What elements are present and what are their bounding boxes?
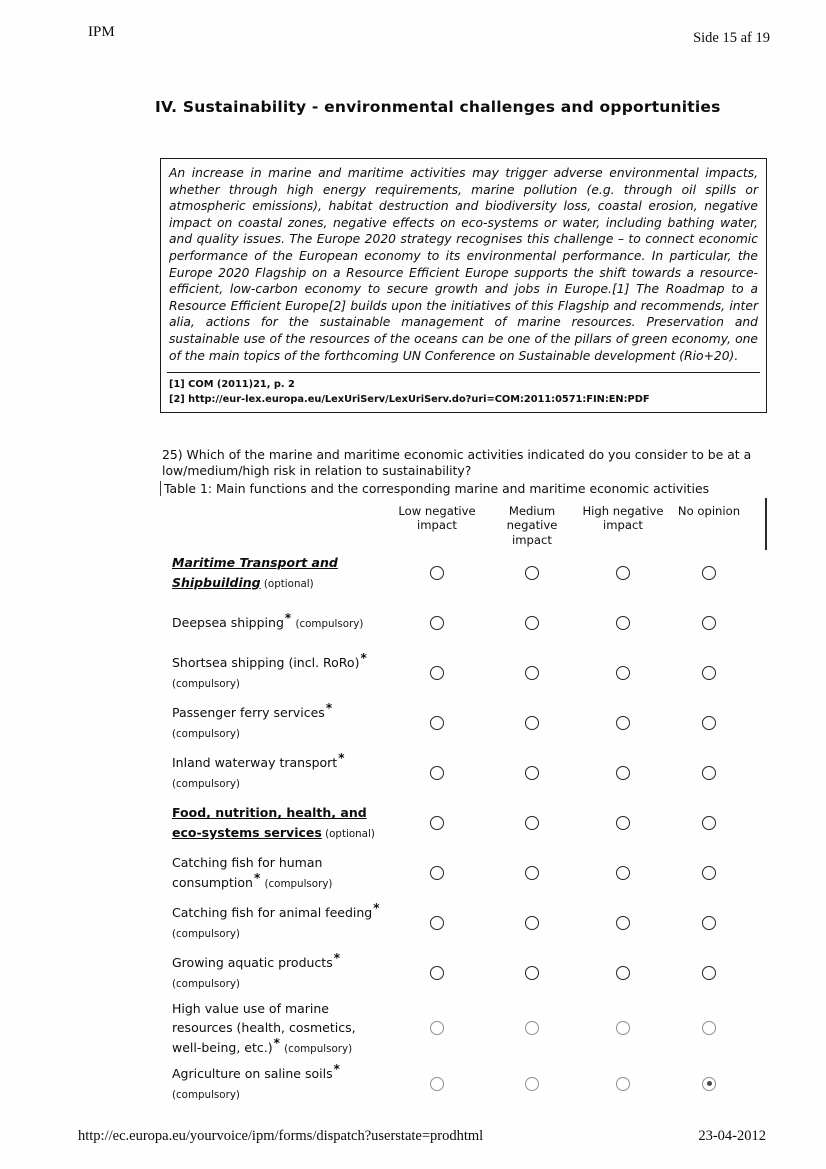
radio-cell	[487, 1021, 577, 1035]
row-requirement-label: (compulsory)	[172, 678, 240, 690]
radio-cell	[387, 616, 487, 630]
radio-no-opinion[interactable]	[702, 866, 716, 880]
radio-cell	[387, 866, 487, 880]
radio-low-negative-impact[interactable]	[430, 1021, 444, 1035]
row-requirement-label: (compulsory)	[292, 618, 364, 631]
radio-cell	[669, 966, 749, 980]
row-label	[172, 650, 387, 693]
radio-medium-negative-impact[interactable]	[525, 1077, 539, 1091]
activity-name: Deepsea shipping	[172, 615, 284, 631]
radio-cell	[387, 1077, 487, 1091]
radio-high-negative-impact[interactable]	[616, 966, 630, 980]
activity-name: Inland waterway transport	[172, 755, 338, 771]
radio-cell	[387, 566, 487, 580]
radio-no-opinion[interactable]	[702, 1021, 716, 1035]
radio-high-negative-impact[interactable]	[616, 916, 630, 930]
radio-low-negative-impact[interactable]	[430, 766, 444, 780]
row-label	[172, 900, 387, 943]
compulsory-star: *	[360, 650, 367, 665]
compulsory-star: *	[325, 700, 333, 715]
activity-name: Agriculture on saline soils	[172, 1065, 333, 1081]
radio-high-negative-impact[interactable]	[616, 1077, 630, 1091]
activity-name: Catching fish for human consumption	[172, 855, 323, 890]
row-requirement-label: (compulsory)	[261, 877, 333, 890]
activity-name: High value use of marine resources (health, cosmetics, well-being, etc.)	[172, 1001, 356, 1055]
row-label	[172, 700, 387, 743]
footnote-divider	[167, 372, 760, 373]
row-requirement-label: (compulsory)	[172, 978, 240, 990]
radio-no-opinion[interactable]	[702, 616, 716, 630]
radio-cell	[577, 716, 669, 730]
radio-cell	[387, 716, 487, 730]
row-requirement-label: (compulsory)	[172, 1088, 240, 1101]
radio-low-negative-impact[interactable]	[430, 666, 444, 680]
row-requirement-label: (optional)	[260, 577, 314, 590]
activity-name: Food, nutrition, health, and eco-systems services	[172, 805, 367, 840]
table-row	[172, 748, 760, 798]
radio-no-opinion[interactable]	[702, 916, 716, 930]
radio-cell	[577, 766, 669, 780]
radio-low-negative-impact[interactable]	[430, 1077, 444, 1091]
radio-cell	[387, 766, 487, 780]
radio-medium-negative-impact[interactable]	[525, 916, 539, 930]
radio-no-opinion[interactable]	[702, 816, 716, 830]
radio-no-opinion[interactable]	[702, 716, 716, 730]
radio-cell	[669, 1077, 749, 1091]
radio-cell	[487, 816, 577, 830]
radio-cell	[669, 916, 749, 930]
radio-no-opinion[interactable]	[702, 966, 716, 980]
radio-cell	[487, 666, 577, 680]
row-label	[172, 853, 387, 892]
row-requirement-label: (optional)	[321, 827, 375, 840]
radio-high-negative-impact[interactable]	[616, 566, 630, 580]
radio-cell	[577, 1021, 669, 1035]
radio-cell	[577, 866, 669, 880]
row-requirement-label: (compulsory)	[172, 778, 240, 790]
radio-no-opinion[interactable]	[702, 766, 716, 780]
radio-cell	[487, 916, 577, 930]
table-row	[172, 648, 760, 698]
table-row	[172, 798, 760, 848]
radio-cell	[669, 666, 749, 680]
compulsory-star: *	[273, 1035, 280, 1050]
radio-cell	[669, 716, 749, 730]
row-label	[172, 610, 387, 633]
table-row	[172, 698, 760, 748]
radio-high-negative-impact[interactable]	[616, 1021, 630, 1035]
activity-name: Passenger ferry services	[172, 705, 325, 721]
compulsory-star: *	[333, 950, 340, 965]
column-header-low-negative-impact: Low negative impact	[398, 504, 476, 533]
radio-low-negative-impact[interactable]	[430, 916, 444, 930]
radio-cell	[577, 566, 669, 580]
radio-medium-negative-impact[interactable]	[525, 816, 539, 830]
radio-cell	[577, 1077, 669, 1091]
radio-cell	[387, 966, 487, 980]
compulsory-star: *	[284, 610, 292, 625]
table-row	[172, 848, 760, 898]
compulsory-star: *	[373, 900, 380, 915]
radio-cell	[487, 616, 577, 630]
radio-high-negative-impact[interactable]	[616, 766, 630, 780]
radio-cell	[487, 566, 577, 580]
table-row	[172, 948, 760, 998]
radio-cell	[669, 616, 749, 630]
radio-cell	[487, 1077, 577, 1091]
radio-cell	[487, 766, 577, 780]
radio-high-negative-impact[interactable]	[616, 866, 630, 880]
radio-low-negative-impact[interactable]	[430, 566, 444, 580]
compulsory-star: *	[333, 1061, 340, 1076]
row-requirement-label: (compulsory)	[172, 928, 240, 940]
compulsory-star: *	[338, 750, 345, 765]
radio-cell	[487, 966, 577, 980]
column-header-no-opinion: No opinion	[677, 504, 741, 518]
risk-table	[172, 502, 760, 1109]
column-header-high-negative-impact: High negative impact	[582, 504, 664, 533]
row-label	[172, 999, 387, 1058]
radio-medium-negative-impact[interactable]	[525, 866, 539, 880]
radio-no-opinion[interactable]	[702, 1077, 716, 1091]
column-header-medium-negative-impact: Medium negative impact	[506, 504, 558, 547]
row-label	[172, 750, 387, 793]
activity-name: Maritime Transport and Shipbuilding	[172, 555, 338, 590]
radio-cell	[669, 566, 749, 580]
radio-cell	[669, 866, 749, 880]
radio-medium-negative-impact[interactable]	[525, 1021, 539, 1035]
radio-no-opinion[interactable]	[702, 666, 716, 680]
intro-box	[160, 158, 767, 413]
radio-cell	[669, 816, 749, 830]
radio-medium-negative-impact[interactable]	[525, 566, 539, 580]
radio-cell	[577, 816, 669, 830]
radio-high-negative-impact[interactable]	[616, 716, 630, 730]
row-requirement-label: (compulsory)	[172, 728, 240, 740]
radio-low-negative-impact[interactable]	[430, 616, 444, 630]
radio-cell	[669, 1021, 749, 1035]
radio-cell	[487, 716, 577, 730]
risk-table-body	[172, 548, 760, 1109]
table-row	[172, 1059, 760, 1109]
radio-medium-negative-impact[interactable]	[525, 966, 539, 980]
radio-cell	[387, 816, 487, 830]
radio-cell	[577, 916, 669, 930]
radio-no-opinion[interactable]	[702, 566, 716, 580]
radio-medium-negative-impact[interactable]	[525, 766, 539, 780]
table-caption: Table 1: Main functions and the corresponding marine and maritime economic activities	[160, 481, 744, 496]
radio-selected-dot	[707, 1081, 712, 1086]
page-footer	[78, 1128, 766, 1145]
radio-low-negative-impact[interactable]	[430, 966, 444, 980]
footnote-2: [2] http://eur-lex.europa.eu/LexUriServ/LexUriServ.do?uri=COM:2011:0571:FIN:EN:PDF	[169, 394, 650, 406]
row-label	[172, 553, 387, 592]
activity-name: Shortsea shipping (incl. RoRo)	[172, 655, 360, 671]
question-25-text: 25) Which of the marine and maritime economic activities indicated do you consider to be at a low/medium/high risk in relation to sustainability?	[162, 447, 752, 479]
table-border-artifact	[765, 498, 767, 550]
compulsory-star: *	[253, 870, 261, 885]
radio-low-negative-impact[interactable]	[430, 816, 444, 830]
row-requirement-label: (compulsory)	[280, 1042, 353, 1055]
table-row	[172, 548, 760, 598]
activity-name: Catching fish for animal feeding	[172, 905, 373, 921]
radio-high-negative-impact[interactable]	[616, 616, 630, 630]
radio-medium-negative-impact[interactable]	[525, 716, 539, 730]
table-row	[172, 598, 760, 648]
radio-cell	[387, 916, 487, 930]
radio-high-negative-impact[interactable]	[616, 666, 630, 680]
radio-cell	[577, 666, 669, 680]
radio-low-negative-impact[interactable]	[430, 866, 444, 880]
page-header-app-name: IPM	[88, 24, 115, 40]
radio-cell	[387, 666, 487, 680]
row-label	[172, 950, 387, 993]
radio-medium-negative-impact[interactable]	[525, 666, 539, 680]
table-row	[172, 898, 760, 948]
radio-cell	[669, 766, 749, 780]
section-title: IV. Sustainability - environmental challenges and opportunities	[155, 98, 721, 116]
intro-paragraph: An increase in marine and maritime activities may trigger adverse environmental impacts, whether through high energy requirements, marine pollution (e.g. through oil spills or atmospheric emissions), habitat destruction and biodiversity loss, coastal erosion, negative impact on coastal zones, negative effects on eco-systems or water, including bathing water, and quality issues. The Europe 2020 strategy recognises this challenge – to connect economic performance of the European economy to its environmental performance. In particular, the Europe 2020 Flagship on a Resource Efficient Europe supports the shift towards a resource-efficient, low-carbon economy to secure growth and jobs in Europe.[1] The Roadmap to a Resource Efficient Europe[2] builds upon the initiatives of this Flagship and recommends, inter alia, actions for the sustainable management of marine resources. Preservation and sustainable use of the resources of the oceans can be one of the pillars of green economy, one of the main topics of the forthcoming UN Conference on Sustainable development (Rio+20).	[169, 166, 758, 363]
row-label	[172, 803, 387, 842]
footnote-1: [1] COM (2011)21, p. 2	[169, 379, 295, 391]
table-row	[172, 998, 760, 1059]
radio-high-negative-impact[interactable]	[616, 816, 630, 830]
page-number: Side 15 af 19	[693, 30, 770, 46]
radio-cell	[577, 966, 669, 980]
row-label	[172, 1061, 387, 1104]
table-header-row	[172, 502, 760, 548]
radio-cell	[577, 616, 669, 630]
radio-cell	[487, 866, 577, 880]
activity-name: Growing aquatic products	[172, 955, 333, 971]
radio-low-negative-impact[interactable]	[430, 716, 444, 730]
footer-url: http://ec.europa.eu/yourvoice/ipm/forms/dispatch?userstate=prodhtml	[78, 1128, 484, 1144]
radio-cell	[387, 1021, 487, 1035]
footer-date: 23-04-2012	[698, 1128, 766, 1144]
radio-medium-negative-impact[interactable]	[525, 616, 539, 630]
